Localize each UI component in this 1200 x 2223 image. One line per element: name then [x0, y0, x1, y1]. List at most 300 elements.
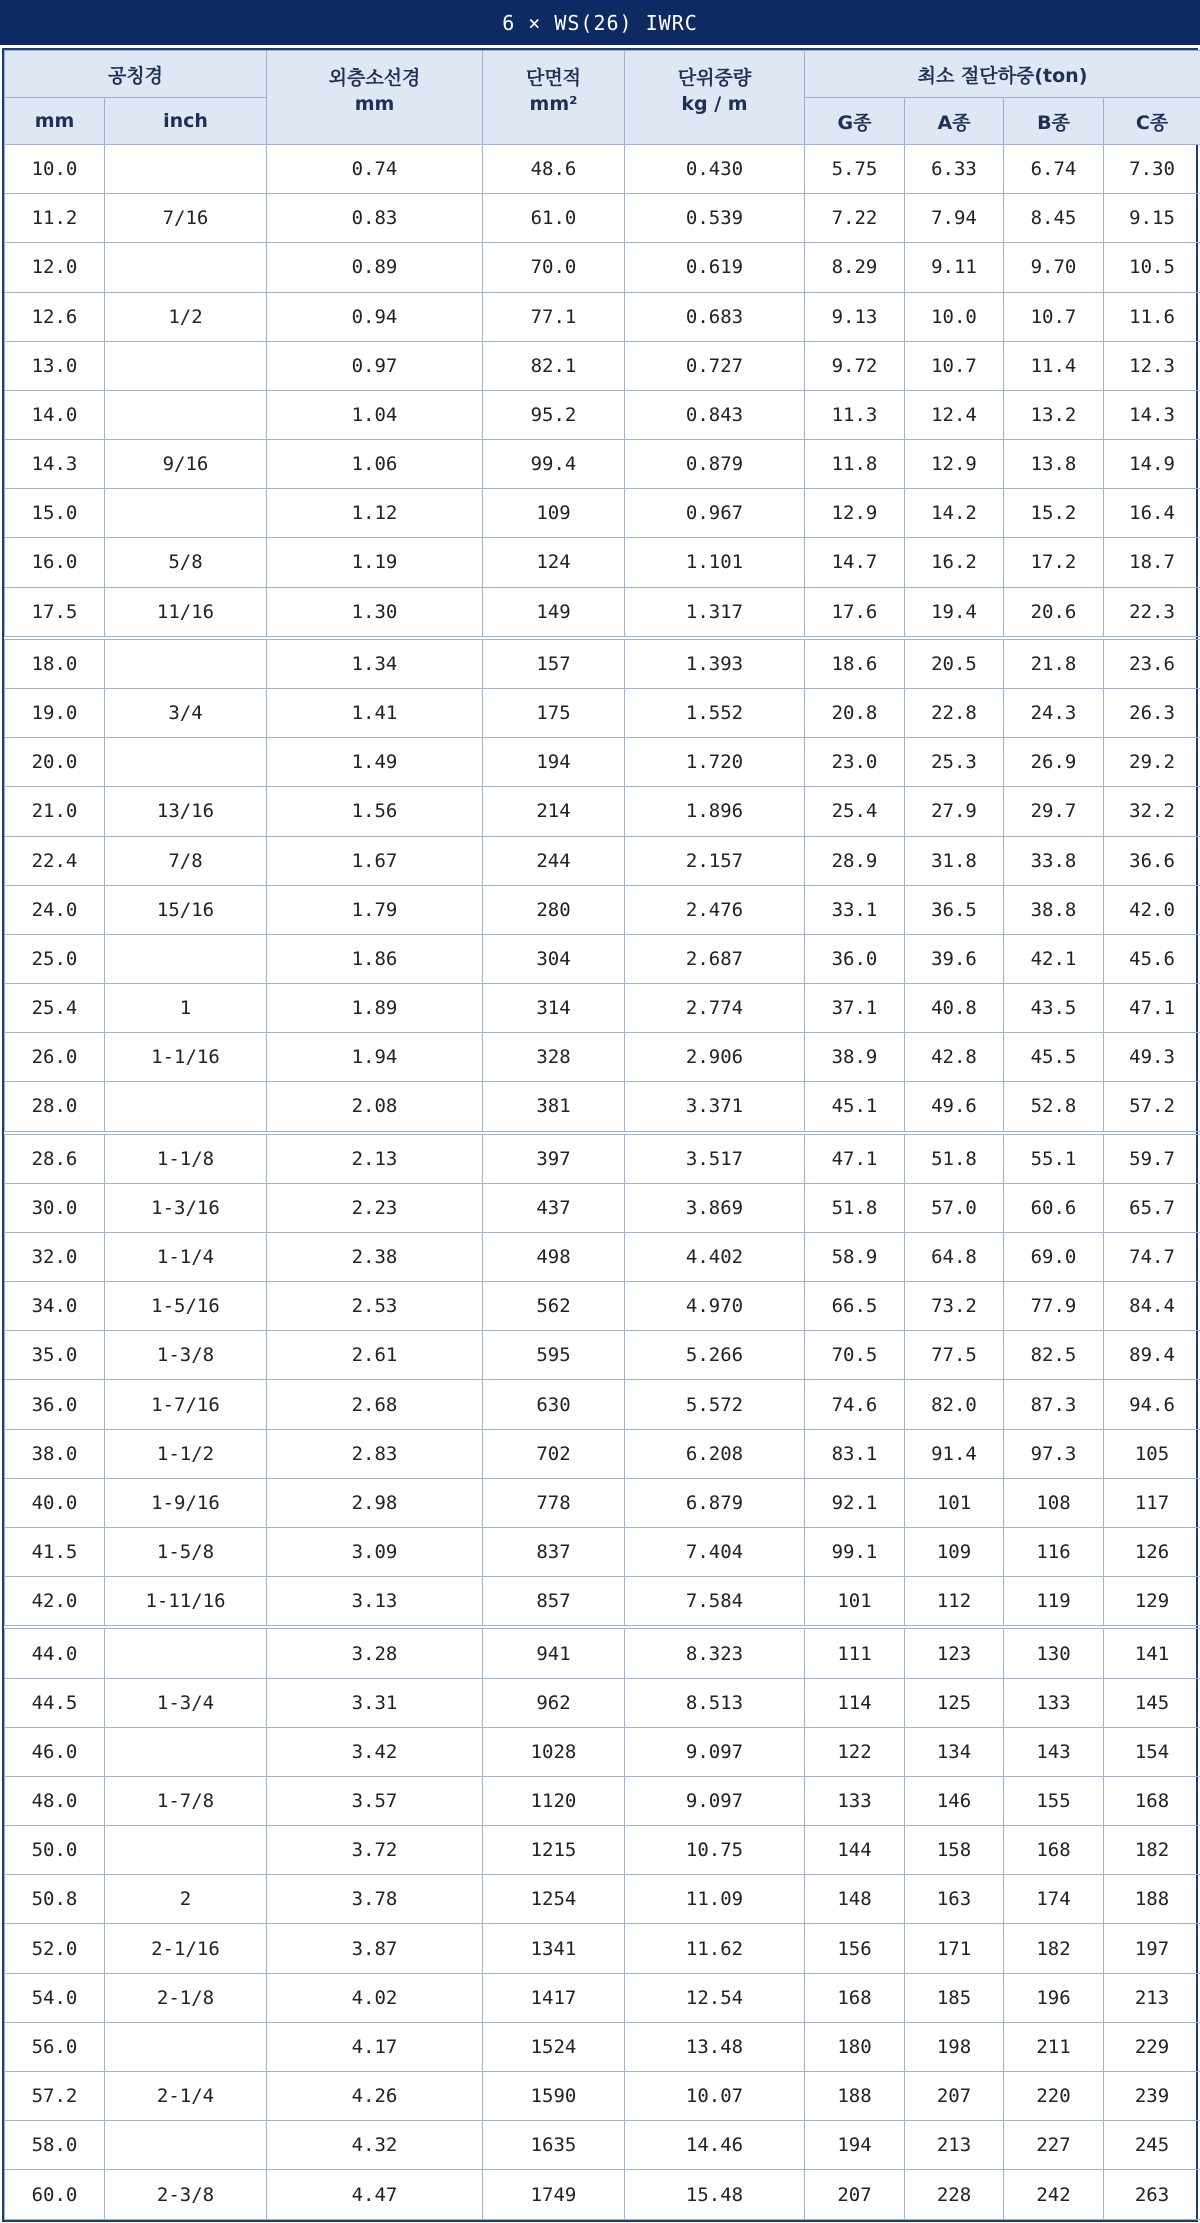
table-row: [5, 836, 1200, 885]
header-outer-wire-unit: mm: [354, 93, 395, 115]
cell-outer-wire: 4.02: [267, 1973, 483, 2022]
cell-weight: 1.317: [625, 587, 805, 638]
cell-outer-wire: 1.49: [267, 738, 483, 787]
cell-outer-wire: 4.32: [267, 2121, 483, 2170]
cell-grade-a: 134: [905, 1727, 1004, 1776]
cell-grade-g: 23.0: [805, 738, 905, 787]
cell-grade-g: 47.1: [805, 1133, 905, 1184]
cell-weight: 3.371: [625, 1082, 805, 1133]
cell-nominal-mm: 50.8: [5, 1875, 105, 1924]
cell-nominal-inch: 1-3/8: [105, 1331, 267, 1380]
cell-nominal-inch: 3/4: [105, 688, 267, 737]
cell-grade-a: 49.6: [905, 1082, 1004, 1133]
table-row: [5, 934, 1200, 983]
cell-area: 314: [483, 984, 625, 1033]
cell-grade-b: 38.8: [1004, 885, 1104, 934]
cell-nominal-mm: 40.0: [5, 1478, 105, 1527]
cell-grade-g: 83.1: [805, 1429, 905, 1478]
table-row: [5, 1924, 1200, 1973]
cell-grade-c: 229: [1104, 2022, 1200, 2071]
cell-nominal-mm: 17.5: [5, 587, 105, 638]
cell-weight: 3.869: [625, 1183, 805, 1232]
cell-grade-c: 145: [1104, 1678, 1200, 1727]
cell-weight: 2.774: [625, 984, 805, 1033]
cell-outer-wire: 0.74: [267, 145, 483, 194]
cell-nominal-inch: [105, 390, 267, 439]
cell-grade-g: 114: [805, 1678, 905, 1727]
cell-grade-g: 122: [805, 1727, 905, 1776]
cell-grade-g: 17.6: [805, 587, 905, 638]
cell-weight: 4.970: [625, 1282, 805, 1331]
cell-grade-c: 74.7: [1104, 1232, 1200, 1281]
cell-nominal-inch: [105, 738, 267, 787]
cell-grade-b: 211: [1004, 2022, 1104, 2071]
table-row: [5, 1577, 1200, 1628]
table-row: [5, 787, 1200, 836]
cell-nominal-inch: 1-5/16: [105, 1282, 267, 1331]
cell-grade-c: 154: [1104, 1727, 1200, 1776]
cell-outer-wire: 1.19: [267, 538, 483, 587]
cell-grade-a: 101: [905, 1478, 1004, 1527]
spec-table-container: [2, 48, 1198, 2222]
cell-grade-g: 66.5: [805, 1282, 905, 1331]
cell-nominal-mm: 18.0: [5, 638, 105, 689]
cell-nominal-inch: 9/16: [105, 440, 267, 489]
table-row: [5, 390, 1200, 439]
table-row: [5, 538, 1200, 587]
table-row: [5, 1429, 1200, 1478]
cell-grade-c: 59.7: [1104, 1133, 1200, 1184]
cell-outer-wire: 1.67: [267, 836, 483, 885]
cell-nominal-inch: 1-3/4: [105, 1678, 267, 1727]
cell-grade-c: 263: [1104, 2170, 1200, 2220]
table-row: [5, 341, 1200, 390]
table-row: [5, 587, 1200, 638]
cell-outer-wire: 3.57: [267, 1776, 483, 1825]
cell-grade-c: 141: [1104, 1627, 1200, 1678]
cell-nominal-inch: 7/8: [105, 836, 267, 885]
cell-grade-g: 168: [805, 1973, 905, 2022]
cell-outer-wire: 1.86: [267, 934, 483, 983]
header-area: [483, 51, 625, 145]
table-row: [5, 2071, 1200, 2120]
cell-nominal-inch: 1-5/8: [105, 1528, 267, 1577]
cell-nominal-inch: 1-1/2: [105, 1429, 267, 1478]
cell-grade-b: 242: [1004, 2170, 1104, 2220]
cell-area: 837: [483, 1528, 625, 1577]
cell-weight: 1.393: [625, 638, 805, 689]
cell-grade-g: 74.6: [805, 1380, 905, 1429]
cell-grade-g: 12.9: [805, 489, 905, 538]
cell-grade-g: 180: [805, 2022, 905, 2071]
cell-grade-b: 33.8: [1004, 836, 1104, 885]
cell-grade-b: 24.3: [1004, 688, 1104, 737]
cell-grade-c: 45.6: [1104, 934, 1200, 983]
cell-outer-wire: 1.04: [267, 390, 483, 439]
cell-nominal-inch: 1-7/8: [105, 1776, 267, 1825]
cell-grade-b: 11.4: [1004, 341, 1104, 390]
cell-nominal-inch: 13/16: [105, 787, 267, 836]
cell-grade-g: 99.1: [805, 1528, 905, 1577]
table-row: [5, 1776, 1200, 1825]
cell-weight: 0.539: [625, 194, 805, 243]
cell-outer-wire: 0.83: [267, 194, 483, 243]
cell-weight: 11.62: [625, 1924, 805, 1973]
header-area-unit: mm²: [529, 93, 578, 115]
cell-grade-a: 146: [905, 1776, 1004, 1825]
cell-grade-a: 91.4: [905, 1429, 1004, 1478]
table-row: [5, 2170, 1200, 2220]
cell-nominal-mm: 26.0: [5, 1033, 105, 1082]
cell-weight: 2.157: [625, 836, 805, 885]
table-row: [5, 1380, 1200, 1429]
cell-weight: 1.896: [625, 787, 805, 836]
wire-rope-spec-table: [4, 50, 1200, 2220]
cell-weight: 2.687: [625, 934, 805, 983]
cell-grade-g: 36.0: [805, 934, 905, 983]
cell-outer-wire: 2.38: [267, 1232, 483, 1281]
cell-weight: 4.402: [625, 1232, 805, 1281]
cell-area: 1341: [483, 1924, 625, 1973]
cell-weight: 0.967: [625, 489, 805, 538]
cell-area: 1635: [483, 2121, 625, 2170]
header-outer-wire-label: 외층소선경: [328, 67, 421, 89]
cell-nominal-mm: 58.0: [5, 2121, 105, 2170]
table-row: [5, 1478, 1200, 1527]
cell-grade-c: 168: [1104, 1776, 1200, 1825]
cell-grade-c: 23.6: [1104, 638, 1200, 689]
cell-outer-wire: 2.53: [267, 1282, 483, 1331]
cell-weight: 0.430: [625, 145, 805, 194]
cell-nominal-inch: 1-7/16: [105, 1380, 267, 1429]
cell-grade-c: 84.4: [1104, 1282, 1200, 1331]
cell-nominal-inch: 5/8: [105, 538, 267, 587]
cell-area: 857: [483, 1577, 625, 1628]
cell-grade-c: 117: [1104, 1478, 1200, 1527]
cell-area: 595: [483, 1331, 625, 1380]
cell-grade-c: 11.6: [1104, 292, 1200, 341]
cell-area: 1215: [483, 1826, 625, 1875]
cell-area: 1028: [483, 1727, 625, 1776]
cell-grade-b: 45.5: [1004, 1033, 1104, 1082]
cell-weight: 13.48: [625, 2022, 805, 2071]
table-row: [5, 1033, 1200, 1082]
cell-grade-a: 6.33: [905, 145, 1004, 194]
cell-nominal-mm: 21.0: [5, 787, 105, 836]
cell-grade-c: 57.2: [1104, 1082, 1200, 1133]
cell-nominal-mm: 25.4: [5, 984, 105, 1033]
cell-grade-b: 15.2: [1004, 489, 1104, 538]
table-row: [5, 2121, 1200, 2170]
cell-grade-c: 42.0: [1104, 885, 1200, 934]
cell-outer-wire: 3.72: [267, 1826, 483, 1875]
cell-grade-c: 12.3: [1104, 341, 1200, 390]
cell-grade-g: 14.7: [805, 538, 905, 587]
cell-nominal-mm: 10.0: [5, 145, 105, 194]
header-mm: mm: [5, 98, 105, 145]
cell-grade-g: 156: [805, 1924, 905, 1973]
cell-area: 157: [483, 638, 625, 689]
cell-weight: 8.513: [625, 1678, 805, 1727]
cell-grade-a: 163: [905, 1875, 1004, 1924]
cell-grade-a: 125: [905, 1678, 1004, 1727]
cell-grade-b: 168: [1004, 1826, 1104, 1875]
cell-nominal-mm: 15.0: [5, 489, 105, 538]
cell-grade-a: 198: [905, 2022, 1004, 2071]
cell-grade-a: 82.0: [905, 1380, 1004, 1429]
cell-grade-g: 37.1: [805, 984, 905, 1033]
cell-weight: 2.906: [625, 1033, 805, 1082]
cell-grade-c: 10.5: [1104, 243, 1200, 292]
cell-nominal-mm: 50.0: [5, 1826, 105, 1875]
cell-grade-a: 112: [905, 1577, 1004, 1628]
cell-grade-g: 45.1: [805, 1082, 905, 1133]
cell-grade-a: 14.2: [905, 489, 1004, 538]
cell-weight: 12.54: [625, 1973, 805, 2022]
cell-nominal-mm: 54.0: [5, 1973, 105, 2022]
cell-outer-wire: 4.17: [267, 2022, 483, 2071]
cell-nominal-inch: [105, 341, 267, 390]
cell-outer-wire: 1.94: [267, 1033, 483, 1082]
cell-nominal-inch: 1-1/4: [105, 1232, 267, 1281]
cell-area: 1417: [483, 1973, 625, 2022]
table-row: [5, 1528, 1200, 1577]
cell-outer-wire: 3.78: [267, 1875, 483, 1924]
cell-grade-b: 9.70: [1004, 243, 1104, 292]
cell-area: 95.2: [483, 390, 625, 439]
cell-grade-b: 13.8: [1004, 440, 1104, 489]
cell-weight: 6.879: [625, 1478, 805, 1527]
cell-grade-a: 10.7: [905, 341, 1004, 390]
cell-grade-b: 97.3: [1004, 1429, 1104, 1478]
table-row: [5, 885, 1200, 934]
cell-nominal-inch: [105, 1082, 267, 1133]
cell-nominal-inch: [105, 243, 267, 292]
cell-grade-g: 5.75: [805, 145, 905, 194]
cell-outer-wire: 2.68: [267, 1380, 483, 1429]
cell-nominal-mm: 44.0: [5, 1627, 105, 1678]
cell-nominal-inch: 7/16: [105, 194, 267, 243]
cell-grade-a: 51.8: [905, 1133, 1004, 1184]
cell-grade-c: 14.9: [1104, 440, 1200, 489]
cell-outer-wire: 2.23: [267, 1183, 483, 1232]
table-row: [5, 1082, 1200, 1133]
cell-area: 109: [483, 489, 625, 538]
cell-nominal-inch: 15/16: [105, 885, 267, 934]
cell-grade-c: 9.15: [1104, 194, 1200, 243]
header-nominal: 공칭경: [5, 51, 267, 98]
cell-nominal-mm: 42.0: [5, 1577, 105, 1628]
cell-grade-c: 36.6: [1104, 836, 1200, 885]
cell-nominal-mm: 36.0: [5, 1380, 105, 1429]
cell-grade-g: 92.1: [805, 1478, 905, 1527]
cell-nominal-mm: 32.0: [5, 1232, 105, 1281]
cell-grade-b: 26.9: [1004, 738, 1104, 787]
cell-nominal-inch: 2-1/4: [105, 2071, 267, 2120]
cell-grade-c: 105: [1104, 1429, 1200, 1478]
cell-grade-b: 155: [1004, 1776, 1104, 1825]
table-row: [5, 1331, 1200, 1380]
cell-grade-b: 8.45: [1004, 194, 1104, 243]
cell-area: 194: [483, 738, 625, 787]
cell-weight: 7.584: [625, 1577, 805, 1628]
cell-grade-b: 182: [1004, 1924, 1104, 1973]
cell-nominal-inch: [105, 2121, 267, 2170]
cell-nominal-mm: 16.0: [5, 538, 105, 587]
cell-grade-g: 38.9: [805, 1033, 905, 1082]
cell-area: 381: [483, 1082, 625, 1133]
cell-grade-a: 213: [905, 2121, 1004, 2170]
table-row: [5, 440, 1200, 489]
cell-weight: 9.097: [625, 1727, 805, 1776]
cell-grade-g: 133: [805, 1776, 905, 1825]
cell-grade-a: 158: [905, 1826, 1004, 1875]
cell-grade-c: 245: [1104, 2121, 1200, 2170]
cell-grade-a: 12.9: [905, 440, 1004, 489]
cell-nominal-mm: 48.0: [5, 1776, 105, 1825]
cell-area: 244: [483, 836, 625, 885]
cell-nominal-mm: 28.6: [5, 1133, 105, 1184]
header-grade-g: G종: [805, 98, 905, 145]
cell-area: 778: [483, 1478, 625, 1527]
cell-grade-b: 130: [1004, 1627, 1104, 1678]
table-row: [5, 1627, 1200, 1678]
cell-area: 397: [483, 1133, 625, 1184]
cell-outer-wire: 2.61: [267, 1331, 483, 1380]
cell-outer-wire: 1.06: [267, 440, 483, 489]
cell-grade-g: 18.6: [805, 638, 905, 689]
cell-area: 70.0: [483, 243, 625, 292]
cell-nominal-inch: [105, 145, 267, 194]
header-outer-wire: [267, 51, 483, 145]
cell-grade-b: 77.9: [1004, 1282, 1104, 1331]
cell-nominal-inch: 1/2: [105, 292, 267, 341]
cell-grade-c: 22.3: [1104, 587, 1200, 638]
header-breaking-load: 최소 절단하중(ton): [805, 51, 1200, 98]
cell-nominal-mm: 19.0: [5, 688, 105, 737]
table-row: [5, 1973, 1200, 2022]
table-row: [5, 1282, 1200, 1331]
cell-weight: 0.683: [625, 292, 805, 341]
cell-outer-wire: 3.87: [267, 1924, 483, 1973]
cell-nominal-inch: [105, 1826, 267, 1875]
cell-nominal-mm: 22.4: [5, 836, 105, 885]
table-row: [5, 145, 1200, 194]
cell-outer-wire: 3.28: [267, 1627, 483, 1678]
cell-grade-g: 188: [805, 2071, 905, 2120]
cell-nominal-mm: 12.0: [5, 243, 105, 292]
cell-nominal-mm: 14.3: [5, 440, 105, 489]
cell-weight: 8.323: [625, 1627, 805, 1678]
table-row: [5, 1232, 1200, 1281]
cell-area: 1254: [483, 1875, 625, 1924]
table-row: [5, 194, 1200, 243]
cell-outer-wire: 3.42: [267, 1727, 483, 1776]
cell-grade-b: 69.0: [1004, 1232, 1104, 1281]
cell-grade-g: 101: [805, 1577, 905, 1628]
cell-nominal-inch: 2-1/16: [105, 1924, 267, 1973]
cell-nominal-mm: 46.0: [5, 1727, 105, 1776]
header-weight-unit: kg / m: [681, 93, 748, 115]
cell-weight: 0.619: [625, 243, 805, 292]
cell-outer-wire: 1.79: [267, 885, 483, 934]
cell-area: 61.0: [483, 194, 625, 243]
cell-weight: 10.07: [625, 2071, 805, 2120]
cell-outer-wire: 0.94: [267, 292, 483, 341]
cell-nominal-mm: 13.0: [5, 341, 105, 390]
header-grade-c: C종: [1104, 98, 1200, 145]
cell-grade-b: 174: [1004, 1875, 1104, 1924]
cell-nominal-inch: [105, 1627, 267, 1678]
cell-grade-b: 119: [1004, 1577, 1104, 1628]
table-row: [5, 1183, 1200, 1232]
cell-outer-wire: 4.26: [267, 2071, 483, 2120]
cell-nominal-inch: 2-3/8: [105, 2170, 267, 2220]
cell-weight: 11.09: [625, 1875, 805, 1924]
cell-grade-a: 207: [905, 2071, 1004, 2120]
cell-outer-wire: 0.89: [267, 243, 483, 292]
table-row: [5, 2022, 1200, 2071]
table-row: [5, 489, 1200, 538]
cell-grade-b: 133: [1004, 1678, 1104, 1727]
header-area-label: 단면적: [525, 67, 582, 89]
cell-grade-g: 25.4: [805, 787, 905, 836]
cell-area: 630: [483, 1380, 625, 1429]
table-row: [5, 984, 1200, 1033]
cell-grade-a: 39.6: [905, 934, 1004, 983]
cell-nominal-mm: 44.5: [5, 1678, 105, 1727]
cell-grade-g: 7.22: [805, 194, 905, 243]
cell-area: 304: [483, 934, 625, 983]
table-row: [5, 688, 1200, 737]
cell-grade-c: 26.3: [1104, 688, 1200, 737]
cell-weight: 3.517: [625, 1133, 805, 1184]
cell-grade-a: 64.8: [905, 1232, 1004, 1281]
cell-grade-a: 9.11: [905, 243, 1004, 292]
cell-nominal-mm: 14.0: [5, 390, 105, 439]
cell-nominal-mm: 24.0: [5, 885, 105, 934]
table-row: [5, 738, 1200, 787]
cell-grade-b: 55.1: [1004, 1133, 1104, 1184]
table-row: [5, 638, 1200, 689]
cell-outer-wire: 3.31: [267, 1678, 483, 1727]
cell-outer-wire: 2.13: [267, 1133, 483, 1184]
table-title: 6 × WS(26) IWRC: [0, 0, 1200, 45]
cell-grade-b: 87.3: [1004, 1380, 1104, 1429]
cell-nominal-mm: 57.2: [5, 2071, 105, 2120]
cell-grade-a: 12.4: [905, 390, 1004, 439]
cell-grade-a: 20.5: [905, 638, 1004, 689]
cell-grade-c: 89.4: [1104, 1331, 1200, 1380]
cell-grade-a: 31.8: [905, 836, 1004, 885]
cell-grade-g: 148: [805, 1875, 905, 1924]
cell-weight: 0.843: [625, 390, 805, 439]
table-row: [5, 1678, 1200, 1727]
cell-grade-a: 7.94: [905, 194, 1004, 243]
cell-outer-wire: 1.56: [267, 787, 483, 836]
table-body: [5, 145, 1200, 2220]
cell-nominal-mm: 56.0: [5, 2022, 105, 2071]
cell-grade-g: 111: [805, 1627, 905, 1678]
cell-nominal-inch: 1-3/16: [105, 1183, 267, 1232]
cell-grade-g: 33.1: [805, 885, 905, 934]
cell-outer-wire: 0.97: [267, 341, 483, 390]
cell-area: 82.1: [483, 341, 625, 390]
cell-grade-g: 28.9: [805, 836, 905, 885]
cell-grade-a: 73.2: [905, 1282, 1004, 1331]
cell-grade-g: 11.8: [805, 440, 905, 489]
cell-nominal-inch: 1-11/16: [105, 1577, 267, 1628]
